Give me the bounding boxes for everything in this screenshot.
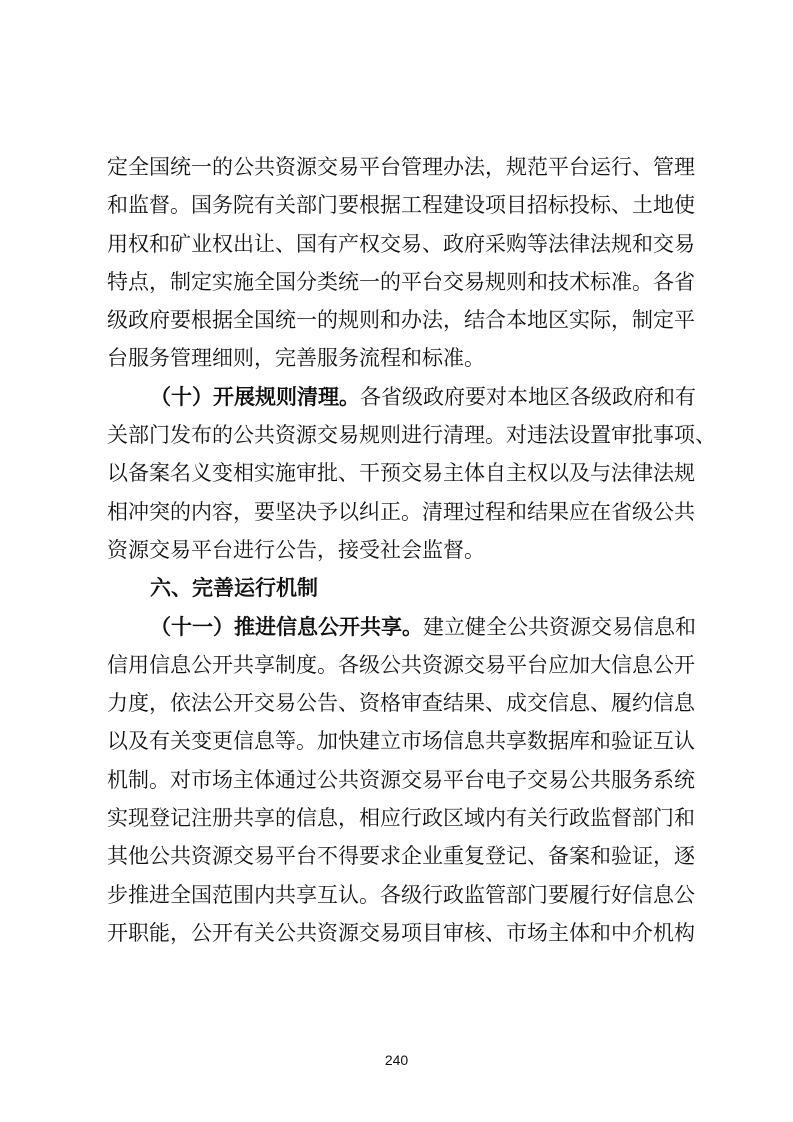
section-11-title: （十一）推进信息公开共享。 [150, 614, 423, 639]
section-10-text: 各省级政府要对本地区各级政府和有 [360, 384, 696, 409]
chapter-heading: 六、完善运行机制 [150, 576, 318, 601]
section-10-first-line [107, 378, 696, 416]
body-line: 实现登记注册共享的信息，相应行政区域内有关行政监督部门和 [107, 806, 695, 831]
body-line: 步推进全国范围内共享互认。各级行政监管部门要履行好信息公 [107, 882, 695, 907]
section-11-first-line [107, 608, 696, 646]
section-11-text: 建立健全公共资源交易信息和 [423, 614, 696, 639]
body-line: 以及有关变更信息等。加快建立市场信息共享数据库和验证互认 [107, 729, 695, 754]
body-line: 其他公共资源交易平台不得要求企业重复登记、备案和验证，逐 [107, 844, 695, 869]
page-number: 240 [384, 1052, 409, 1068]
body-line: 以备案名义变相实施审批、干预交易主体自主权以及与法律法规 [107, 461, 695, 486]
body-line: 信用信息公开共享制度。各级公共资源交易平台应加大信息公开 [107, 652, 695, 677]
body-line: 台服务管理细则，完善服务流程和标准。 [107, 346, 485, 371]
body-line: 力度，依法公开交易公告、资格审查结果、成交信息、履约信息 [107, 691, 695, 716]
body-line: 定全国统一的公共资源交易平台管理办法，规范平台运行、管理 [107, 155, 695, 179]
body-line: 关部门发布的公共资源交易规则进行清理。对违法设置审批事项、 [107, 423, 716, 448]
body-line: 资源交易平台进行公告，接受社会监督。 [107, 537, 485, 562]
body-line: 相冲突的内容，要坚决予以纠正。清理过程和结果应在省级公共 [107, 499, 695, 524]
body-line: 和监督。国务院有关部门要根据工程建设项目招标投标、土地使 [107, 193, 695, 218]
body-line: 用权和矿业权出让、国有产权交易、政府采购等法律法规和交易 [107, 231, 695, 256]
section-10-title: （十）开展规则清理。 [150, 384, 360, 409]
body-line: 开职能，公开有关公共资源交易项目审核、市场主体和中介机构 [107, 920, 695, 945]
body-line: 特点，制定实施全国分类统一的平台交易规则和技术标准。各省 [107, 269, 695, 294]
body-line: 机制。对市场主体通过公共资源交易平台电子交易公共服务系统 [107, 767, 695, 792]
document-body [107, 148, 716, 952]
body-line: 级政府要根据全国统一的规则和办法，结合本地区实际，制定平 [107, 308, 695, 333]
